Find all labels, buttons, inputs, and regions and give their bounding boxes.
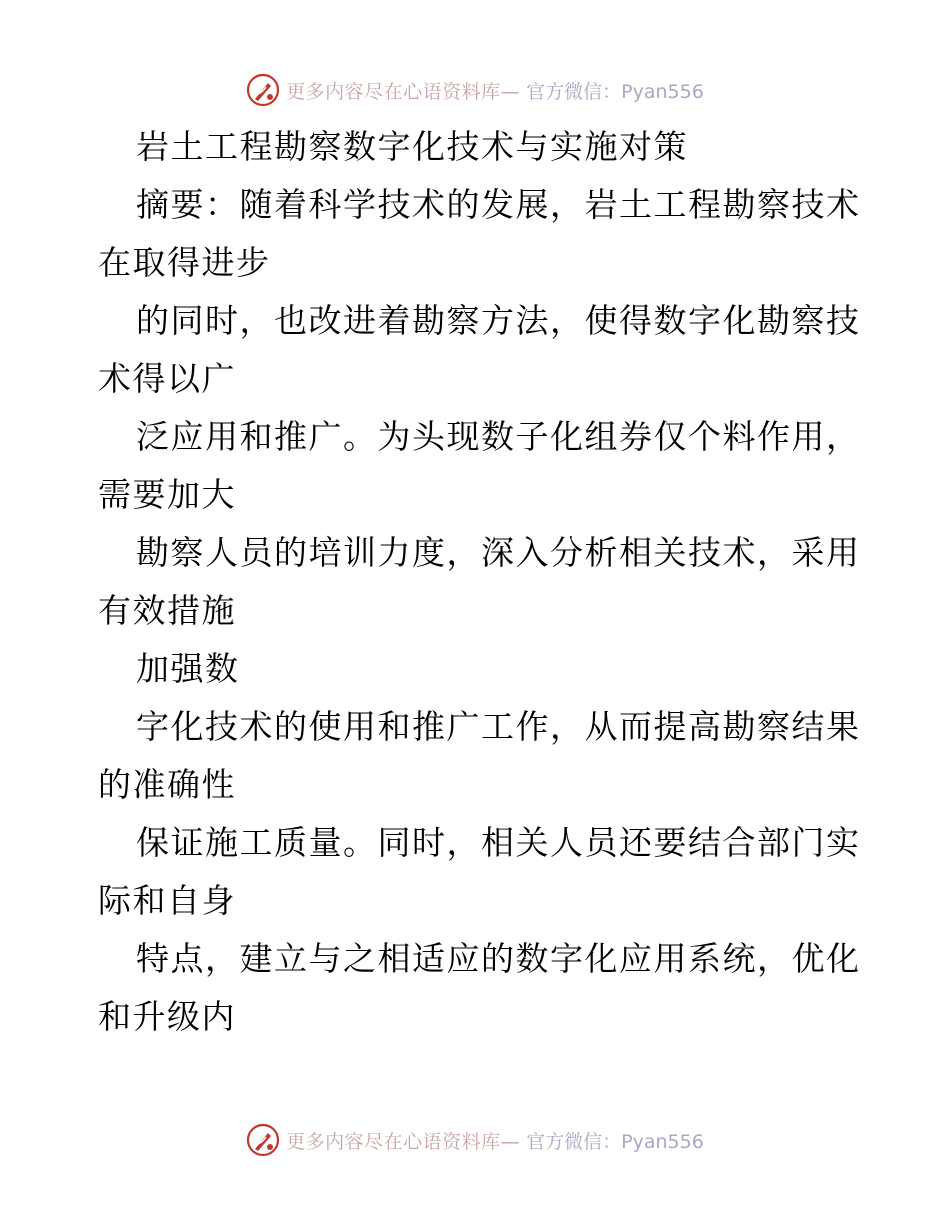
quill-pen-logo-icon (246, 1123, 280, 1157)
document-body (98, 118, 861, 1046)
text-line: 保证施工质量。同时，相关人员还要结合部门实 (136, 823, 861, 862)
text-line: 的准确性 (98, 765, 236, 804)
text-line: 际和自身 (98, 881, 236, 920)
text-line: 有效措施 (98, 591, 236, 630)
document-title: 岩土工程勘察数字化技术与实施对策 (136, 127, 688, 166)
quill-pen-logo-icon (246, 73, 280, 107)
watermark-wechat: 官方微信：Pyan556 (526, 1130, 704, 1153)
watermark-wechat: 官方微信：Pyan556 (526, 80, 704, 103)
watermark-text: 更多内容尽在心语资料库— (286, 1130, 521, 1153)
text-line: 加强数 (136, 649, 240, 688)
watermark-text: 更多内容尽在心语资料库— (286, 80, 521, 103)
footer-watermark (0, 1120, 950, 1160)
text-line: 在取得进步 (98, 243, 271, 282)
text-line: 摘要：随着科学技术的发展，岩土工程勘察技术 (136, 185, 861, 224)
text-line: 特点，建立与之相适应的数字化应用系统，优化 (136, 939, 861, 978)
text-line: 泛应用和推广。为头现数子化组券仅个料作用， (136, 417, 861, 456)
text-line: 术得以广 (98, 359, 236, 398)
text-line: 字化技术的使用和推广工作，从而提高勘察结果 (136, 707, 861, 746)
watermark-group (246, 1123, 704, 1157)
text-line: 和升级内 (98, 997, 236, 1036)
watermark-group (246, 73, 704, 107)
text-line: 勘察人员的培训力度，深入分析相关技术，采用 (136, 533, 861, 572)
header-watermark (0, 70, 950, 110)
text-line: 需要加大 (98, 475, 236, 514)
text-line: 的同时，也改进着勘察方法，使得数字化勘察技 (136, 301, 861, 340)
